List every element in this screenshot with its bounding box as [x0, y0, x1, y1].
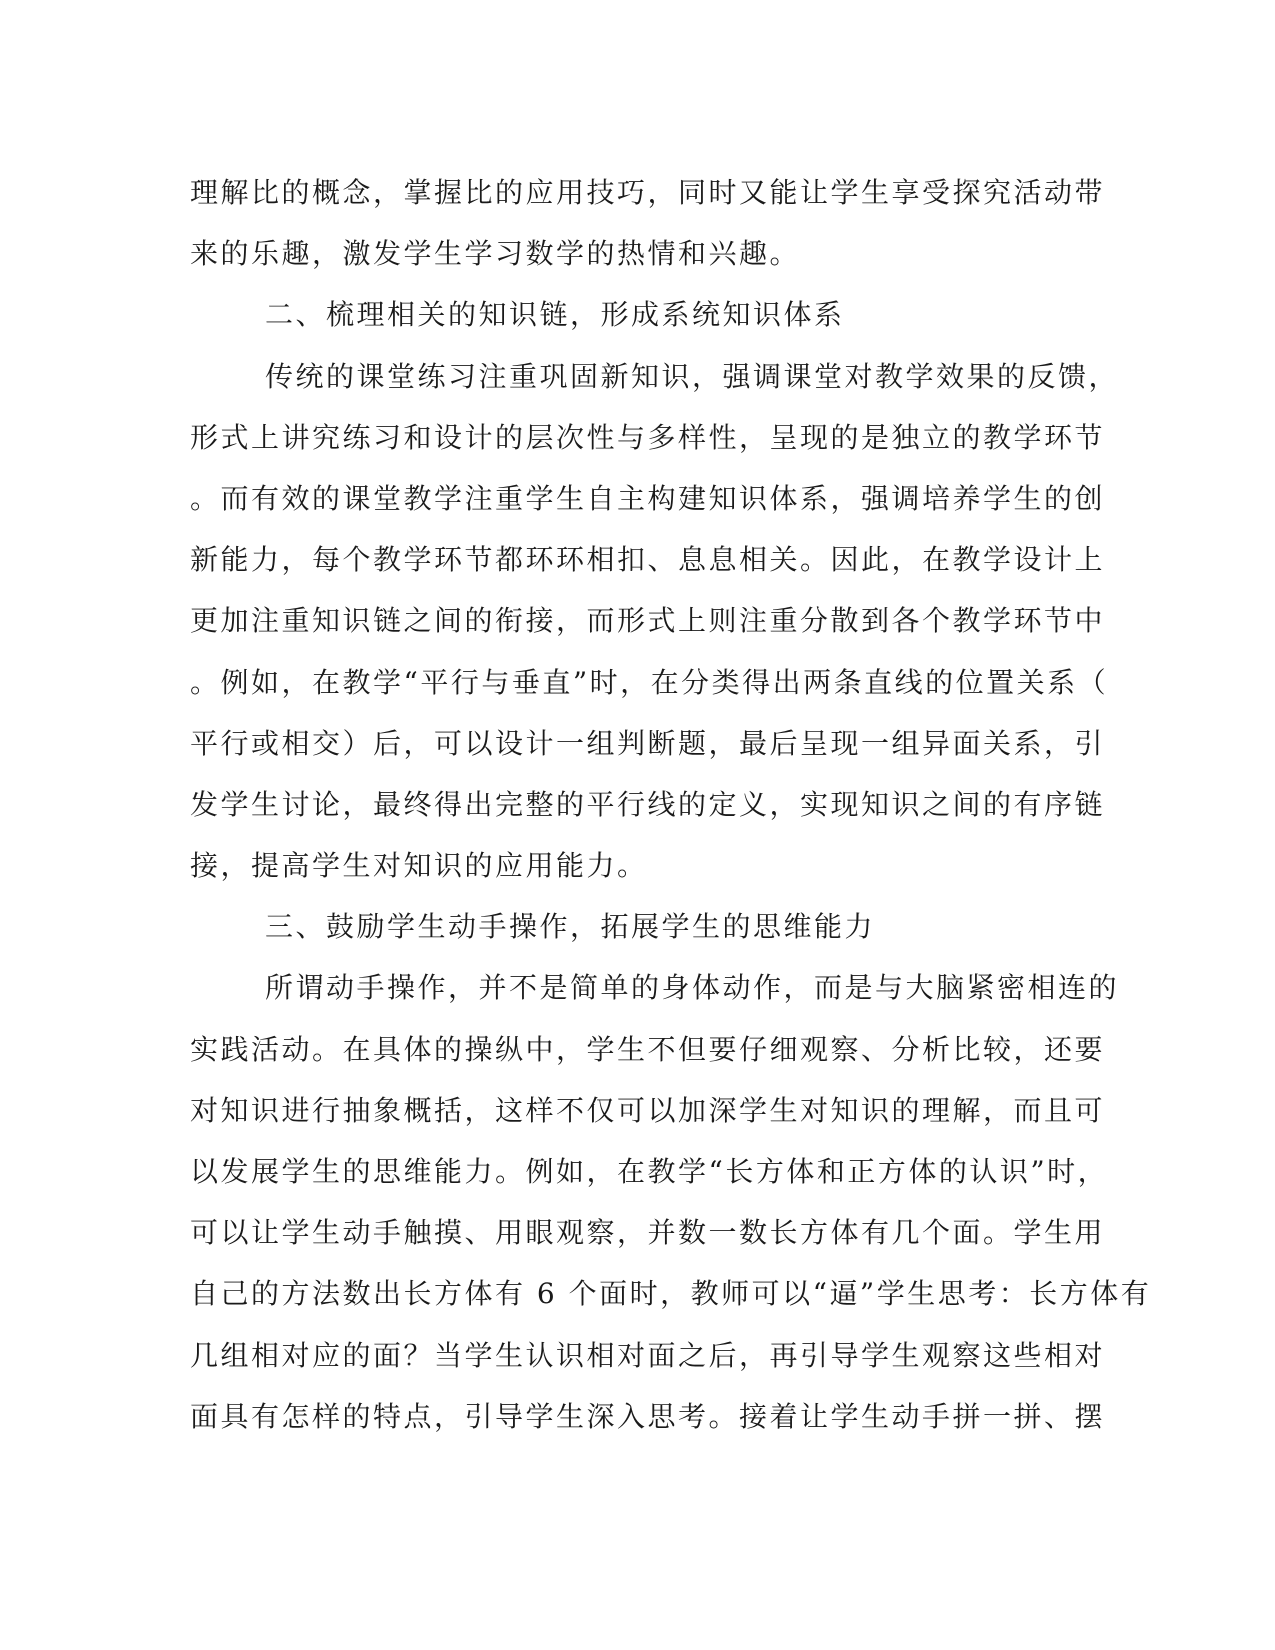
text-line: 更加注重知识链之间的衔接，而形式上则注重分散到各个教学环节中: [190, 604, 1106, 638]
text-line: 对知识进行抽象概括，这样不仅可以加深学生对知识的理解，而且可: [190, 1093, 1106, 1127]
text-line: 接，提高学生对知识的应用能力。: [190, 849, 648, 883]
text-line: 所谓动手操作，并不是简单的身体动作，而是与大脑紧密相连的: [265, 971, 1120, 1005]
text-line: 发学生讨论，最终得出完整的平行线的定义，实现知识之间的有序链: [190, 787, 1106, 821]
text-line: 来的乐趣，激发学生学习数学的热情和兴趣。: [190, 237, 801, 271]
text-line: 。而有效的课堂教学注重学生自主构建知识体系，强调培养学生的创: [190, 481, 1106, 515]
text-line: 形式上讲究练习和设计的层次性与多样性，呈现的是独立的教学环节: [190, 420, 1106, 454]
text-line: 以发展学生的思维能力。例如，在教学“长方体和正方体的认识”时，: [190, 1155, 1109, 1188]
text-line: 自己的方法数出长方体有 6 个面时，教师可以“逼”学生思考：长方体有: [190, 1277, 1152, 1311]
text-line: 。例如，在教学“平行与垂直”时，在分类得出两条直线的位置关系（: [190, 665, 1109, 699]
text-line: 实践活动。在具体的操纵中，学生不但要仔细观察、分析比较，还要: [190, 1032, 1106, 1066]
section-heading: 二、梳理相关的知识链，形成系统知识体系: [265, 298, 845, 332]
section-heading: 三、鼓励学生动手操作，拓展学生的思维能力: [265, 910, 876, 944]
body-text: [190, 162, 1152, 1447]
text-line: 传统的课堂练习注重巩固新知识，强调课堂对教学效果的反馈，: [265, 359, 1120, 393]
text-line: 理解比的概念，掌握比的应用技巧，同时又能让学生享受探究活动带: [190, 176, 1106, 209]
text-line: 面具有怎样的特点，引导学生深入思考。接着让学生动手拼一拼、摆: [190, 1399, 1106, 1433]
text-line: 几组相对应的面？当学生认识相对面之后，再引导学生观察这些相对: [190, 1338, 1106, 1372]
text-line: 新能力，每个教学环节都环环相扣、息息相关。因此，在教学设计上: [190, 543, 1106, 577]
text-line: 可以让学生动手触摸、用眼观察，并数一数长方体有几个面。学生用: [190, 1216, 1106, 1250]
text-line: 平行或相交）后，可以设计一组判断题，最后呈现一组异面关系，引: [190, 726, 1106, 760]
